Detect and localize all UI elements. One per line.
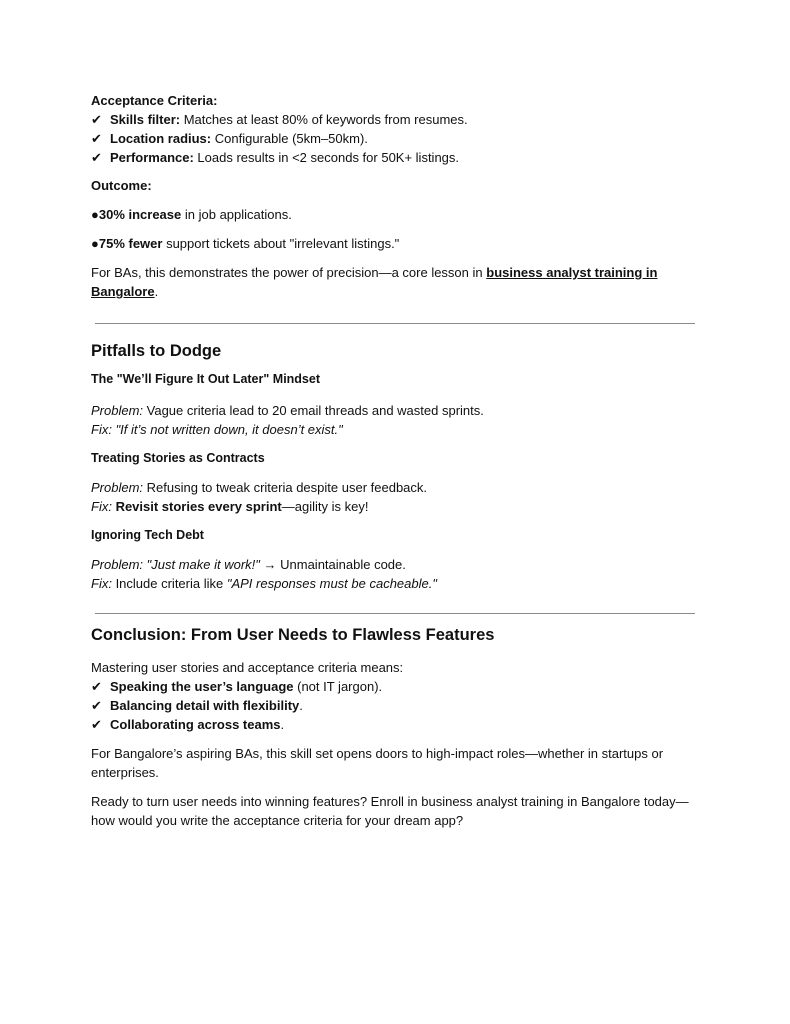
pitfall-problem bbox=[91, 555, 695, 574]
fix-text: "If it’s not written down, it doesn’t exist." bbox=[111, 422, 343, 437]
section-divider bbox=[95, 323, 695, 324]
conclusion-paragraph: For Bangalore’s aspiring BAs, this skill set opens doors to high-impact roles—whether in startups or enterprises. bbox=[91, 746, 664, 780]
problem-label: Problem: bbox=[91, 480, 144, 495]
outcome-bullet bbox=[91, 205, 695, 224]
acceptance-item bbox=[91, 110, 695, 129]
problem-text: Vague criteria lead to 20 email threads and wasted sprints. bbox=[143, 403, 484, 418]
checkmark-icon: ✔ bbox=[91, 698, 102, 713]
outcome-heading: Outcome: bbox=[91, 178, 152, 193]
pitfalls-title: Pitfalls to Dodge bbox=[91, 342, 222, 360]
checkmark-icon: ✔ bbox=[91, 112, 102, 127]
pitfall-heading: Ignoring Tech Debt bbox=[91, 528, 204, 542]
fix-text: Include criteria like bbox=[111, 576, 227, 591]
conclusion-item-bold: Speaking the user’s language bbox=[110, 679, 294, 694]
outcome-paragraph-text: For BAs, this demonstrates the power of precision—a core lesson in bbox=[91, 265, 487, 280]
outcome-bullet-text: in job applications. bbox=[181, 207, 292, 222]
conclusion-item-text: (not IT jargon). bbox=[293, 679, 383, 694]
outcome-paragraph bbox=[91, 263, 695, 301]
conclusion-item-bold: Balancing detail with flexibility bbox=[110, 698, 300, 713]
acceptance-heading: Acceptance Criteria: bbox=[91, 93, 218, 108]
checkmark-icon: ✔ bbox=[91, 717, 102, 732]
pitfall-fix bbox=[91, 497, 695, 516]
pitfall-heading: Treating Stories as Contracts bbox=[91, 451, 265, 465]
conclusion-item-text: . bbox=[280, 717, 285, 732]
fix-label: Fix: bbox=[91, 422, 112, 437]
fix-text: —agility is key! bbox=[281, 499, 369, 514]
pitfall-problem bbox=[91, 401, 695, 420]
problem-label: Problem: bbox=[91, 403, 144, 418]
bullet-icon: ● bbox=[91, 207, 99, 222]
conclusion-paragraph: Ready to turn user needs into winning features? Enroll in business analyst training in Bangalore today—how would you write the acceptance criteria for your dream app? bbox=[91, 794, 689, 828]
fix-bold: Revisit stories every sprint bbox=[111, 499, 282, 514]
problem-quote: "Just make it work!" bbox=[143, 557, 260, 572]
outcome-bullet bbox=[91, 234, 695, 253]
fix-label: Fix: bbox=[91, 499, 112, 514]
training-link[interactable]: business analyst training in Bangalore bbox=[91, 265, 658, 299]
conclusion-item bbox=[91, 715, 695, 734]
outcome-bullet-bold: 75% fewer bbox=[98, 236, 163, 251]
acceptance-item bbox=[91, 129, 695, 148]
conclusion-intro: Mastering user stories and acceptance criteria means: bbox=[91, 660, 404, 675]
document-page bbox=[91, 91, 695, 830]
acceptance-item-label: Location radius: bbox=[110, 131, 212, 146]
acceptance-item-text: Loads results in <2 seconds for 50K+ listings. bbox=[193, 150, 460, 165]
acceptance-item-text: Matches at least 80% of keywords from resumes. bbox=[180, 112, 468, 127]
outcome-bullet-text: support tickets about "irrelevant listings." bbox=[162, 236, 400, 251]
fix-label: Fix: bbox=[91, 576, 112, 591]
bullet-icon: ● bbox=[91, 236, 99, 251]
checkmark-icon: ✔ bbox=[91, 679, 102, 694]
pitfall-heading: The "We’ll Figure It Out Later" Mindset bbox=[91, 372, 320, 386]
checkmark-icon: ✔ bbox=[91, 150, 102, 165]
conclusion-title: Conclusion: From User Needs to Flawless Features bbox=[91, 626, 495, 644]
conclusion-item-text: . bbox=[299, 698, 303, 713]
checkmark-icon: ✔ bbox=[91, 131, 102, 146]
acceptance-item-text: Configurable (5km–50km). bbox=[211, 131, 368, 146]
acceptance-item-label: Skills filter: bbox=[110, 112, 181, 127]
problem-text: → Unmaintainable code. bbox=[259, 557, 406, 572]
fix-quote: "API responses must be cacheable." bbox=[226, 576, 437, 591]
pitfall-fix bbox=[91, 574, 695, 593]
problem-text: Refusing to tweak criteria despite user feedback. bbox=[143, 480, 428, 495]
pitfall-fix bbox=[91, 420, 695, 439]
conclusion-item bbox=[91, 696, 695, 715]
pitfall-problem bbox=[91, 478, 695, 497]
conclusion-item-bold: Collaborating across teams bbox=[110, 717, 281, 732]
outcome-paragraph-end: . bbox=[154, 284, 159, 299]
acceptance-item bbox=[91, 148, 695, 167]
acceptance-item-label: Performance: bbox=[110, 150, 194, 165]
section-divider bbox=[95, 613, 695, 614]
outcome-bullet-bold: 30% increase bbox=[98, 207, 182, 222]
problem-label: Problem: bbox=[91, 557, 144, 572]
conclusion-item bbox=[91, 677, 695, 696]
